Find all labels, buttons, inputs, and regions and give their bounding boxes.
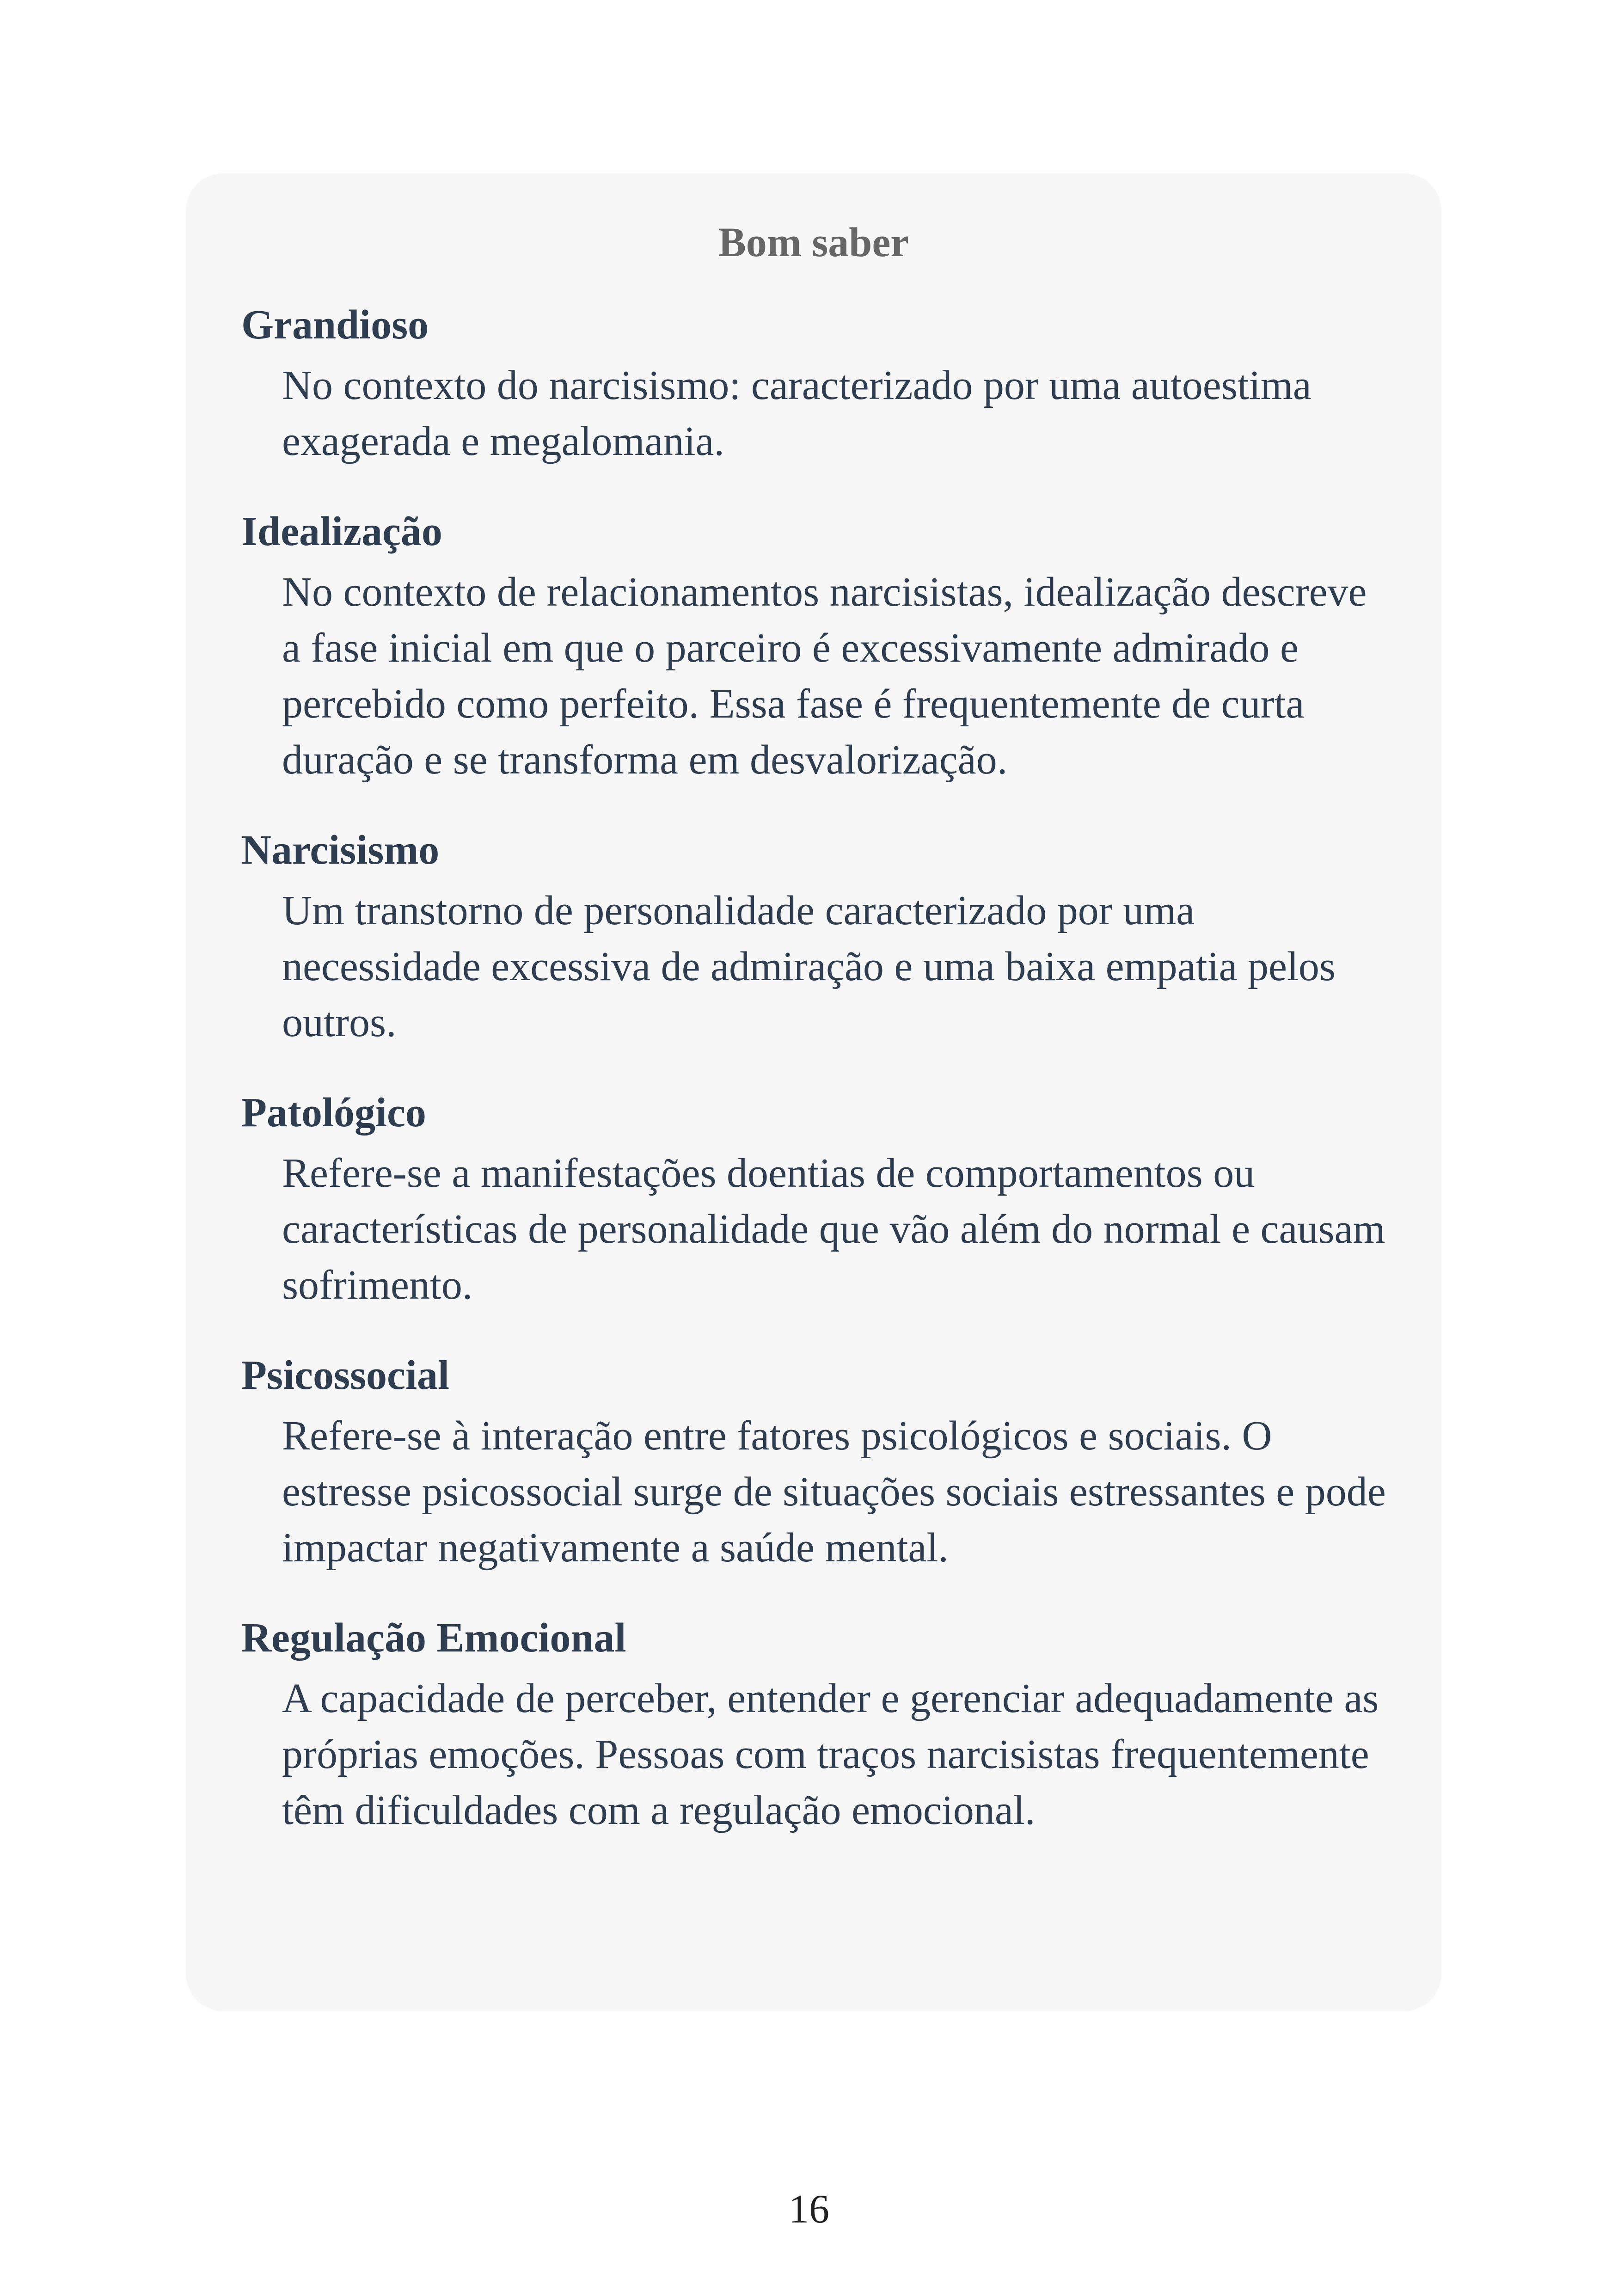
glossary-definition: A capacidade de perceber, entender e gerenciar adequadamente as próprias emoções. Pessoas com traços narcisistas frequentemente têm dificuldades com a regulação emocional.	[282, 1676, 1379, 1833]
glossary-term: Grandioso	[241, 302, 429, 348]
glossary-definition: No contexto do narcisismo: caracterizado por uma autoestima exagerada e megalomania.	[282, 362, 1312, 464]
glossary-box	[186, 173, 1441, 2011]
glossary-definition: Refere-se à interação entre fatores psicológicos e sociais. O estresse psicossocial surge de situações sociais estressantes e pode impactar negativamente a saúde mental.	[282, 1413, 1386, 1571]
glossary-term: Narcisismo	[241, 827, 440, 873]
glossary-entry-psicossocial	[241, 1352, 1386, 1576]
glossary-definition: Refere-se a manifestações doentias de comportamentos ou características de personalidade que vão além do normal e causam sofrimento.	[282, 1150, 1385, 1308]
glossary-entry-patologico	[241, 1092, 1386, 1313]
glossary-entry-narcisismo	[241, 829, 1386, 1050]
glossary-term: Patológico	[241, 1090, 426, 1136]
glossary-term: Idealização	[241, 509, 442, 554]
glossary-definition: No contexto de relacionamentos narcisistas, idealização descreve a fase inicial em que o parceiro é excessivamente admirado e percebido como perfeito. Essa fase é frequentemente de curta duração e se transforma em desvalorização.	[282, 569, 1367, 783]
glossary-entry-idealizacao	[241, 511, 1386, 788]
glossary-entry-grandioso	[241, 304, 1386, 469]
glossary-term: Regulação Emocional	[241, 1615, 626, 1661]
glossary-title: Bom saber	[718, 220, 909, 265]
glossary-entry-regulacao-emocional	[241, 1617, 1386, 1838]
glossary-definition: Um transtorno de personalidade caracterizado por uma necessidade excessiva de admiração e uma baixa empatia pelos outros.	[282, 888, 1336, 1045]
page-number: 16	[789, 2187, 829, 2232]
glossary-term: Psicossocial	[241, 1352, 449, 1398]
